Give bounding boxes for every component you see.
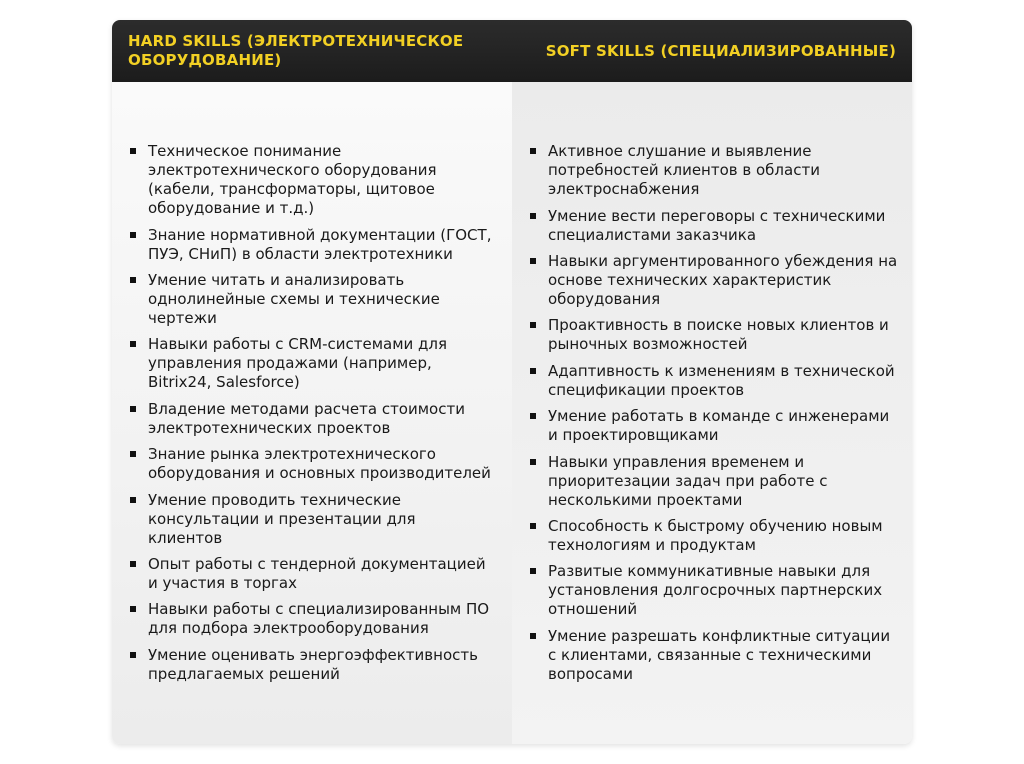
bullet-square-icon [130,341,136,347]
list-item-text: Умение вести переговоры с техническими специалистами заказчика [548,206,886,244]
list-item-text: Проактивность в поиске новых клиентов и рыночных возможностей [548,316,889,354]
list-item-text: Техническое понимание электротехнического оборудования (кабели, трансформаторы, щитовое оборудование и т.д.) [148,142,437,218]
bullet-square-icon [130,148,136,154]
list-item [128,142,492,218]
list-item [128,555,492,593]
list-item [128,400,492,438]
hard-skills-heading: HARD SKILLS (ЭЛЕКТРОТЕХНИЧЕСКОЕ ОБОРУДОВАНИЕ) [128,32,464,69]
list-item-text: Знание нормативной документации (ГОСТ, ПУЭ, СНиП) в области электротехники [148,225,492,263]
bullet-square-icon [130,606,136,612]
list-item [528,562,898,619]
bullet-square-icon [130,406,136,412]
bullet-square-icon [530,459,536,465]
bullet-square-icon [530,258,536,264]
table-header [112,20,912,82]
list-item-text: Владение методами расчета стоимости электротехнических проектов [148,399,465,437]
list-item [528,252,898,309]
bullet-square-icon [130,277,136,283]
list-item [528,142,898,199]
list-item [528,362,898,400]
table-body [112,82,912,744]
bullet-square-icon [130,232,136,238]
list-item-text: Знание рынка электротехнического оборудования и основных производителей [148,445,491,483]
list-item-text: Опыт работы с тендерной документацией и участия в торгах [148,554,486,592]
list-item [128,445,492,483]
list-item [528,517,898,555]
bullet-square-icon [130,451,136,457]
list-item-text: Навыки работы с специализированным ПО для подбора электрооборудования [148,600,490,638]
bullet-square-icon [130,561,136,567]
list-item [128,646,492,684]
list-item [528,207,898,245]
list-item [128,600,492,638]
bullet-square-icon [530,568,536,574]
bullet-square-icon [530,368,536,374]
list-item-text: Навыки управления временем и приоритезации задач при работе с несколькими проектами [548,452,828,509]
bullet-square-icon [530,633,536,639]
soft-skills-column [512,82,912,744]
bullet-square-icon [130,652,136,658]
list-item [128,271,492,328]
list-item [528,407,898,445]
list-item-text: Навыки аргументированного убеждения на основе технических характеристик оборудования [548,252,898,309]
list-item-text: Умение разрешать конфликтные ситуации с клиентами, связанные с техническими вопросами [548,626,891,683]
bullet-square-icon [530,322,536,328]
hard-skills-column [112,82,512,744]
bullet-square-icon [530,413,536,419]
list-item-text: Развитые коммуникативные навыки для установления долгосрочных партнерских отношений [548,562,883,619]
list-item-text: Умение читать и анализировать однолинейные схемы и технические чертежи [148,271,440,328]
list-item-text: Умение оценивать энергоэффективность предлагаемых решений [148,645,478,683]
bullet-square-icon [530,148,536,154]
skills-table [112,20,912,744]
list-item-text: Способность к быстрому обучению новым технологиям и продуктам [548,516,883,554]
bullet-square-icon [530,213,536,219]
soft-skills-list [528,142,898,684]
list-item [528,316,898,354]
bullet-square-icon [130,497,136,503]
list-item [128,335,492,392]
list-item-text: Навыки работы с CRM-системами для управления продажами (например, Bitrix24, Salesforce) [148,335,448,392]
list-item [528,453,898,510]
list-item-text: Адаптивность к изменениям в технической спецификации проектов [548,361,895,399]
list-item [128,226,492,264]
list-item-text: Умение работать в команде с инженерами и проектировщиками [548,407,890,445]
list-item-text: Умение проводить технические консультации и презентации для клиентов [148,490,416,547]
hard-skills-list [128,142,492,684]
soft-skills-heading: SOFT SKILLS (СПЕЦИАЛИЗИРОВАННЫЕ) [545,41,896,60]
list-item-text: Активное слушание и выявление потребностей клиентов в области электроснабжения [548,142,820,199]
list-item [128,491,492,548]
list-item [528,627,898,684]
bullet-square-icon [530,523,536,529]
